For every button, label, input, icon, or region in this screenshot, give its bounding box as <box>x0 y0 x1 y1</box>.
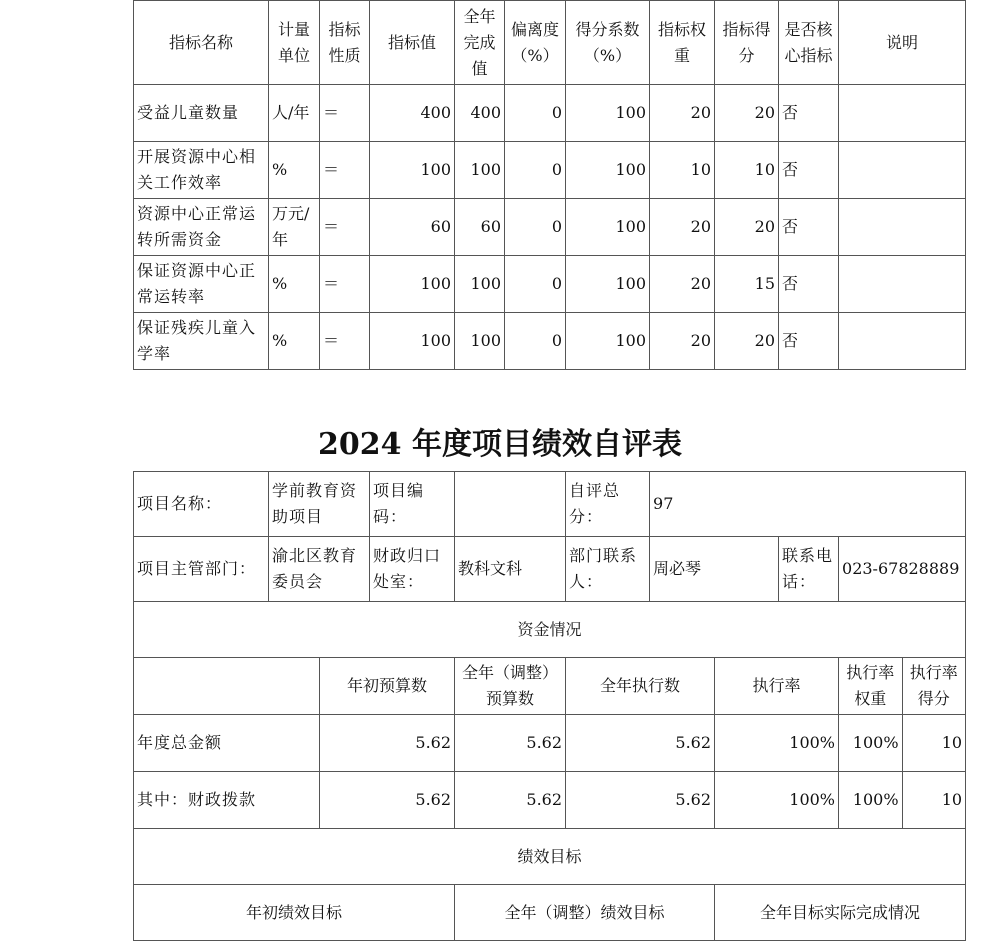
indicator-coefficient: 100 <box>566 256 650 313</box>
table-row <box>134 772 966 829</box>
indicator-unit: % <box>269 256 320 313</box>
indicator-table <box>133 0 966 370</box>
funds-rate-weight: 100% <box>839 715 903 771</box>
indicator-note <box>839 313 966 370</box>
project-info-row <box>134 472 966 537</box>
indicator-nature: ＝ <box>320 256 370 313</box>
indicator-value: 100 <box>370 256 455 313</box>
indicator-name: 开展资源中心相关工作效率 <box>134 142 269 199</box>
funds-split-cell <box>839 715 966 772</box>
self-evaluation-table <box>133 471 966 941</box>
indicator-weight: 20 <box>650 256 715 313</box>
funds-header-rate-score: 执行率得分 <box>909 663 958 708</box>
perf-header-row <box>134 885 966 941</box>
indicator-score: 20 <box>715 199 779 256</box>
indicator-nature: ＝ <box>320 142 370 199</box>
phone-label: 联系电话： <box>779 537 839 602</box>
indicator-unit: 人/年 <box>269 85 320 142</box>
indicator-core: 否 <box>779 142 839 199</box>
indicator-core: 否 <box>779 313 839 370</box>
funds-header-initial-budget: 年初预算数 <box>320 658 455 715</box>
funds-rate: 100% <box>715 715 839 772</box>
project-code-label: 项目编码： <box>370 472 455 537</box>
funds-executed: 5.62 <box>566 772 715 829</box>
perf-header-initial: 年初绩效目标 <box>134 885 455 941</box>
indicator-completed: 100 <box>455 142 505 199</box>
indicator-weight: 20 <box>650 199 715 256</box>
table-row <box>134 142 966 199</box>
funds-row-label: 其中：财政拨款 <box>134 772 320 829</box>
funds-row-label: 年度总金额 <box>134 715 320 772</box>
header-note: 说明 <box>839 1 966 85</box>
indicator-deviation: 0 <box>505 199 566 256</box>
indicator-coefficient: 100 <box>566 142 650 199</box>
header-nature: 指标性质 <box>320 1 370 85</box>
indicator-score: 10 <box>715 142 779 199</box>
indicator-note <box>839 256 966 313</box>
indicator-score: 20 <box>715 85 779 142</box>
funds-title-row <box>134 602 966 658</box>
indicator-name: 资源中心正常运转所需资金 <box>134 199 269 256</box>
funds-rate-score: 10 <box>941 733 963 752</box>
indicator-completed: 100 <box>455 313 505 370</box>
perf-header-actual: 全年目标实际完成情况 <box>715 885 966 941</box>
indicator-weight: 20 <box>650 313 715 370</box>
indicator-deviation: 0 <box>505 85 566 142</box>
indicator-core: 否 <box>779 85 839 142</box>
header-indicator-name: 指标名称 <box>134 1 269 85</box>
indicator-core: 否 <box>779 256 839 313</box>
contact-label: 部门联系人： <box>566 537 650 602</box>
header-unit: 计量单位 <box>269 1 320 85</box>
table-row <box>134 256 966 313</box>
funds-split-cell <box>839 772 966 829</box>
indicator-name: 保证资源中心正常运转率 <box>134 256 269 313</box>
indicator-note <box>839 142 966 199</box>
header-coefficient: 得分系数（%） <box>566 1 650 85</box>
funds-header-rate-weight: 执行率权重 <box>839 658 903 714</box>
indicator-weight: 10 <box>650 142 715 199</box>
funds-header-executed: 全年执行数 <box>566 658 715 715</box>
funds-header-rate: 执行率 <box>715 658 839 715</box>
indicator-value: 100 <box>370 313 455 370</box>
indicator-nature: ＝ <box>320 85 370 142</box>
header-deviation: 偏离度（%） <box>505 1 566 85</box>
indicator-name: 受益儿童数量 <box>134 85 269 142</box>
funds-executed: 5.62 <box>566 715 715 772</box>
indicator-unit: % <box>269 142 320 199</box>
self-score-label: 自评总分： <box>566 472 650 537</box>
indicator-unit: % <box>269 313 320 370</box>
funds-initial-budget: 5.62 <box>320 715 455 772</box>
indicator-note <box>839 199 966 256</box>
funds-title: 资金情况 <box>134 602 966 658</box>
page-title: 2024 年度项目绩效自评表 <box>318 427 682 462</box>
funds-rate: 100% <box>715 772 839 829</box>
indicator-score: 20 <box>715 313 779 370</box>
project-name: 学前教育资助项目 <box>269 472 370 537</box>
finance: 教科文科 <box>455 537 566 602</box>
header-core: 是否核心指标 <box>779 1 839 85</box>
finance-label: 财政归口处室： <box>370 537 455 602</box>
indicator-completed: 60 <box>455 199 505 256</box>
indicator-coefficient: 100 <box>566 85 650 142</box>
indicator-weight: 20 <box>650 85 715 142</box>
header-score: 指标得分 <box>715 1 779 85</box>
funds-header-blank <box>134 658 320 715</box>
table-row <box>134 715 966 772</box>
phone: 023-67828889 <box>839 537 966 602</box>
indicator-coefficient: 100 <box>566 313 650 370</box>
funds-header-row <box>134 658 966 715</box>
indicator-note <box>839 85 966 142</box>
funds-adjusted-budget: 5.62 <box>455 772 566 829</box>
table-row <box>134 313 966 370</box>
indicator-value: 100 <box>370 142 455 199</box>
indicator-completed: 400 <box>455 85 505 142</box>
header-weight: 指标权重 <box>650 1 715 85</box>
indicator-nature: ＝ <box>320 313 370 370</box>
table-row <box>134 199 966 256</box>
funds-initial-budget: 5.62 <box>320 772 455 829</box>
funds-rate-weight: 100% <box>839 772 903 828</box>
perf-title: 绩效目标 <box>134 829 966 885</box>
indicator-unit: 万元/年 <box>269 199 320 256</box>
indicator-name: 保证残疾儿童入学率 <box>134 313 269 370</box>
indicator-score: 15 <box>715 256 779 313</box>
header-completed: 全年完成值 <box>455 1 505 85</box>
indicator-core: 否 <box>779 199 839 256</box>
indicator-header-row <box>134 1 966 85</box>
dept-label: 项目主管部门： <box>134 537 269 602</box>
indicator-value: 400 <box>370 85 455 142</box>
funds-adjusted-budget: 5.62 <box>455 715 566 772</box>
indicator-completed: 100 <box>455 256 505 313</box>
header-value: 指标值 <box>370 1 455 85</box>
indicator-value: 60 <box>370 199 455 256</box>
indicator-deviation: 0 <box>505 142 566 199</box>
indicator-deviation: 0 <box>505 256 566 313</box>
indicator-nature: ＝ <box>320 199 370 256</box>
funds-header-split <box>839 658 966 715</box>
indicator-coefficient: 100 <box>566 199 650 256</box>
funds-header-adjusted-budget: 全年（调整）预算数 <box>455 658 566 715</box>
department-row <box>134 537 966 602</box>
project-code <box>455 472 566 537</box>
contact: 周必琴 <box>650 537 779 602</box>
self-score: 97 <box>650 472 966 537</box>
project-name-label: 项目名称： <box>134 472 269 537</box>
table-row <box>134 85 966 142</box>
funds-rate-score: 10 <box>941 790 963 809</box>
perf-title-row <box>134 829 966 885</box>
indicator-deviation: 0 <box>505 313 566 370</box>
dept: 渝北区教育委员会 <box>269 537 370 602</box>
perf-header-adjusted: 全年（调整）绩效目标 <box>455 885 715 941</box>
